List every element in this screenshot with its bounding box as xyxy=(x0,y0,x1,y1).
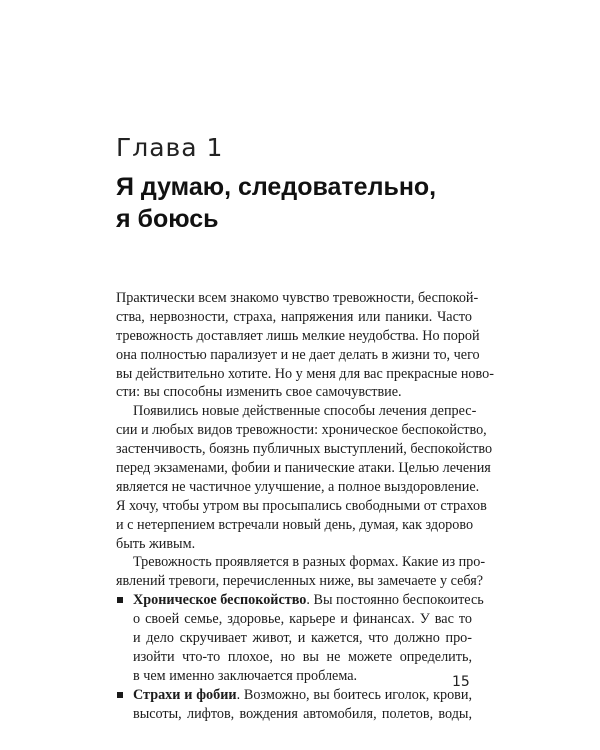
chapter-title xyxy=(116,171,496,235)
paragraph xyxy=(116,402,493,553)
list-item xyxy=(116,591,484,685)
text-line xyxy=(133,591,484,610)
text-line: сии и любых видов тревожности: хроническое беспокойство, xyxy=(116,422,487,439)
text-line: в чем именно заключается проблема. xyxy=(133,667,358,684)
chapter-title-line: Я думаю, следовательно, xyxy=(116,173,437,201)
text-line: является не частичное улучшение, а полное выздоровление. xyxy=(116,478,480,495)
text-line: Я хочу, чтобы утром вы просыпались свободными от страхов xyxy=(116,497,487,514)
paragraph xyxy=(116,289,494,402)
paragraph xyxy=(116,553,486,591)
text-line: Тревожность проявляется в разных формах. Какие из про- xyxy=(133,554,486,571)
list-item xyxy=(116,686,472,724)
text-line: быть живым. xyxy=(116,535,196,552)
chapter-title-line: я боюсь xyxy=(116,205,219,233)
text-line xyxy=(133,686,472,705)
text-line: перед экзаменами, фобии и панические атаки. Целью лечения xyxy=(116,460,491,477)
body-text xyxy=(116,289,494,723)
text-line: изойти что-то плохое, но вы не можете определить, xyxy=(133,648,472,665)
chapter-label: Глава 1 xyxy=(116,133,224,162)
text-line: Появились новые действенные способы лечения депрес- xyxy=(133,403,477,420)
bullet-text: . Возможно, вы боитесь иголок, крови, xyxy=(236,686,473,703)
bullet-square-icon xyxy=(117,692,123,698)
text-line: и дело скручивает живот, и кажется, что должно про- xyxy=(133,630,472,647)
bullet-square-icon xyxy=(117,597,123,603)
text-line: она полностью парализует и не дает делать в жизни то, чего xyxy=(116,346,480,363)
text-line: явлений тревоги, перечисленных ниже, вы замечаете у себя? xyxy=(116,573,484,590)
bullet-text: . Вы постоянно беспокоитесь xyxy=(306,592,484,609)
text-line: о своей семье, здоровье, карьере и финансах. У вас то xyxy=(133,611,472,628)
bullet-term: Страхи и фобии xyxy=(133,686,237,703)
text-line: высоты, лифтов, вождения автомобиля, полетов, воды, xyxy=(133,705,472,722)
page-number: 15 xyxy=(452,674,470,690)
text-line: Практически всем знакомо чувство тревожности, беспокой- xyxy=(116,290,479,306)
text-line: вы действительно хотите. Но у меня для вас прекрасные ново- xyxy=(116,365,494,382)
text-line: тревожность доставляет лишь мелкие неудобства. Но порой xyxy=(116,327,480,344)
text-line: ства, нервозности, страха, напряжения или паники. Часто xyxy=(116,308,472,325)
bullet-term: Хроническое беспокойство xyxy=(133,592,307,609)
text-line: сти: вы способны изменить свое самочувствие. xyxy=(116,384,402,401)
text-line: застенчивость, боязнь публичных выступлений, беспокойство xyxy=(116,441,493,458)
text-line: и с нетерпением встречали новый день, думая, как здорово xyxy=(116,516,474,533)
